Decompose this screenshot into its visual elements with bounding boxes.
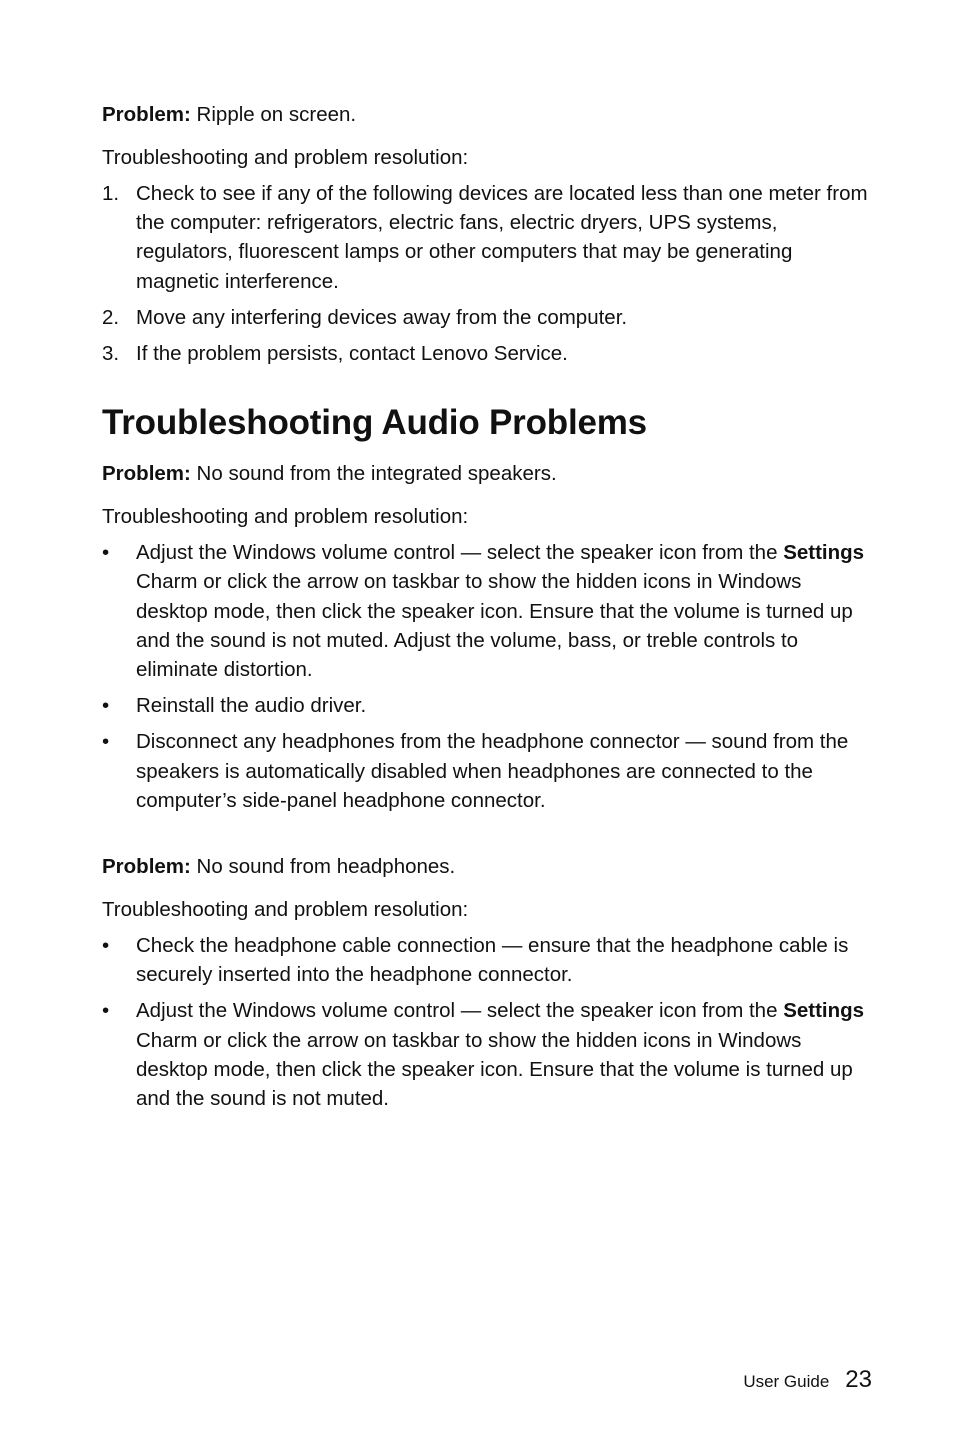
bullet-text: Check the headphone cable connection — ensure that the headphone cable is securely inserted into the headphone connector. [136,934,849,987]
problem-label: Problem: [102,462,191,486]
bullet-text: Disconnect any headphones from the headphone connector — sound from the speakers is automatically disabled when headphones are connected to the computer’s side-panel headphone connector. [136,730,849,812]
resolution-heading: Troubleshooting and problem resolution: [102,898,469,922]
problem-statement [102,459,874,488]
bullet-marker: • [102,541,110,565]
section-title: Troubleshooting Audio Problems [102,403,647,443]
problem-text: No sound from the integrated speakers. [190,462,557,486]
step-text: Check to see if any of the following devices are located less than one meter from the computer: refrigerators, electric fans, electric dryers, UPS systems, regulators, fluorescent lamps or other computers that may be generating magnetic interference. [136,182,868,293]
resolution-steps [102,179,874,368]
resolution-bullets [102,931,874,1113]
document-page [102,96,874,1113]
list-item [102,727,874,815]
bullet-text-bold: Settings [783,541,865,565]
resolution-bullets [102,538,874,815]
bullet-text-post: Charm or click the arrow on taskbar to show the hidden icons in Windows desktop mode, then click the speaker icon. Ensure that the volume is turned up and the sound is not muted. [136,1028,853,1111]
list-item [102,179,874,296]
step-number: 1. [102,182,120,205]
page-footer [743,1366,872,1394]
list-item [102,931,874,989]
list-item [102,691,874,720]
list-item [102,339,874,368]
problem-statement [102,100,874,129]
problem-label: Problem: [102,855,191,879]
resolution-heading: Troubleshooting and problem resolution: [102,505,469,529]
bullet-marker: • [102,694,110,718]
problem-text: Ripple on screen. [190,103,357,126]
problem-statement [102,852,874,881]
bullet-marker: • [102,730,110,754]
list-item [102,996,874,1113]
footer-label: User Guide [743,1372,830,1391]
step-number: 2. [102,305,120,329]
list-item [102,538,874,684]
step-number: 3. [102,342,120,366]
bullet-marker: • [102,999,110,1023]
bullet-text-pre: Adjust the Windows volume control — select the speaker icon from the [136,999,784,1023]
list-item [102,303,874,332]
bullet-text: Reinstall the audio driver. [136,694,367,718]
bullet-text-bold: Settings [783,999,865,1023]
bullet-text-pre: Adjust the Windows volume control — select the speaker icon from the [136,541,784,565]
problem-label: Problem: [102,103,191,126]
step-text: Move any interfering devices away from the computer. [136,305,628,329]
bullet-text-post: Charm or click the arrow on taskbar to show the hidden icons in Windows desktop mode, then click the speaker icon. Ensure that the volume is turned up and the sound is not muted. Adjust the volume, bass, or treble controls to eliminate distortion. [136,570,853,682]
page-number: 23 [845,1366,872,1393]
problem-text: No sound from headphones. [190,855,456,879]
step-text: If the problem persists, contact Lenovo Service. [136,342,568,366]
bullet-marker: • [102,934,110,958]
resolution-heading: Troubleshooting and problem resolution: [102,146,469,169]
